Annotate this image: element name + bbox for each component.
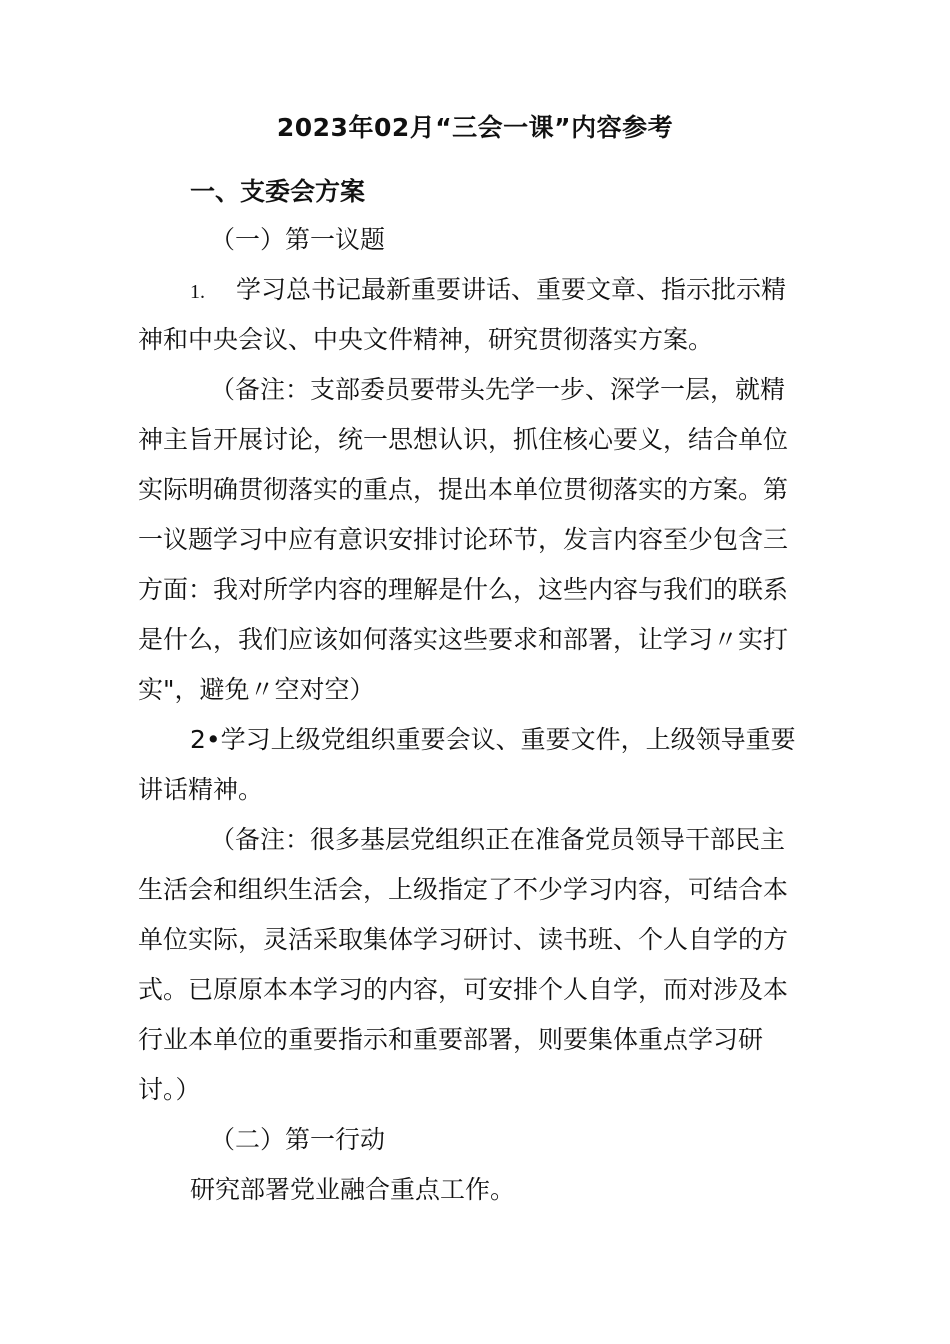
- note-1-line-4: 一议题学习中应有意识安排讨论环节，发言内容至少包含三: [138, 525, 789, 554]
- note-1-line-2: 神主旨开展讨论，统一思想认识，抓住核心要义，结合单位: [138, 425, 789, 454]
- item-1-paragraph: [138, 265, 814, 365]
- section-heading-branch-committee: 一、支委会方案: [190, 177, 366, 206]
- note-1-line-6: 是什么，我们应该如何落实这些要求和部署，让学习〃实打: [138, 625, 789, 654]
- note-2-line-6: 讨。）: [138, 1075, 201, 1104]
- note-1-line-3: 实际明确贯彻落实的重点，提出本单位贯彻落实的方案。第: [138, 475, 789, 504]
- note-2-line-3: 单位实际，灵活采取集体学习研讨、读书班、个人自学的方: [138, 925, 789, 954]
- note-1-line-5: 方面：我对所学内容的理解是什么，这些内容与我们的联系: [138, 575, 789, 604]
- note-2-line-5: 行业本单位的重要指示和重要部署，则要集体重点学习研: [138, 1025, 764, 1054]
- note-2-paragraph: [138, 815, 814, 1115]
- note-2-line-1: （备注：很多基层党组织正在准备党员领导干部民主: [210, 825, 786, 854]
- note-1-line-7: 实"，避免〃空对空）: [138, 675, 375, 704]
- item-2-paragraph: [138, 715, 814, 815]
- item-2-line-1: 2•学习上级党组织重要会议、重要文件，上级领导重要: [190, 725, 796, 754]
- item-1-line-2: 神和中央会议、中央文件精神，研究贯彻落实方案。: [138, 325, 714, 354]
- note-1-paragraph: [138, 365, 814, 715]
- item-1-number: 1.: [190, 281, 205, 303]
- subsection-heading-first-topic: （一）第一议题: [210, 225, 386, 254]
- action-text: 研究部署党业融合重点工作。: [190, 1175, 516, 1204]
- note-2-line-2: 生活会和组织生活会，上级指定了不少学习内容，可结合本: [138, 875, 789, 904]
- document-title: 2023年02月“三会一课”内容参考: [276, 113, 674, 142]
- note-2-line-4: 式。已原原本本学习的内容，可安排个人自学，而对涉及本: [138, 975, 789, 1004]
- item-1-line-1: 1. 学习总书记最新重要讲话、重要文章、指示批示精: [138, 265, 814, 315]
- subsection-heading-first-action: （二）第一行动: [210, 1125, 386, 1154]
- note-1-line-1: （备注：支部委员要带头先学一步、深学一层，就精: [210, 375, 786, 404]
- item-2-line-2: 讲话精神。: [138, 775, 264, 804]
